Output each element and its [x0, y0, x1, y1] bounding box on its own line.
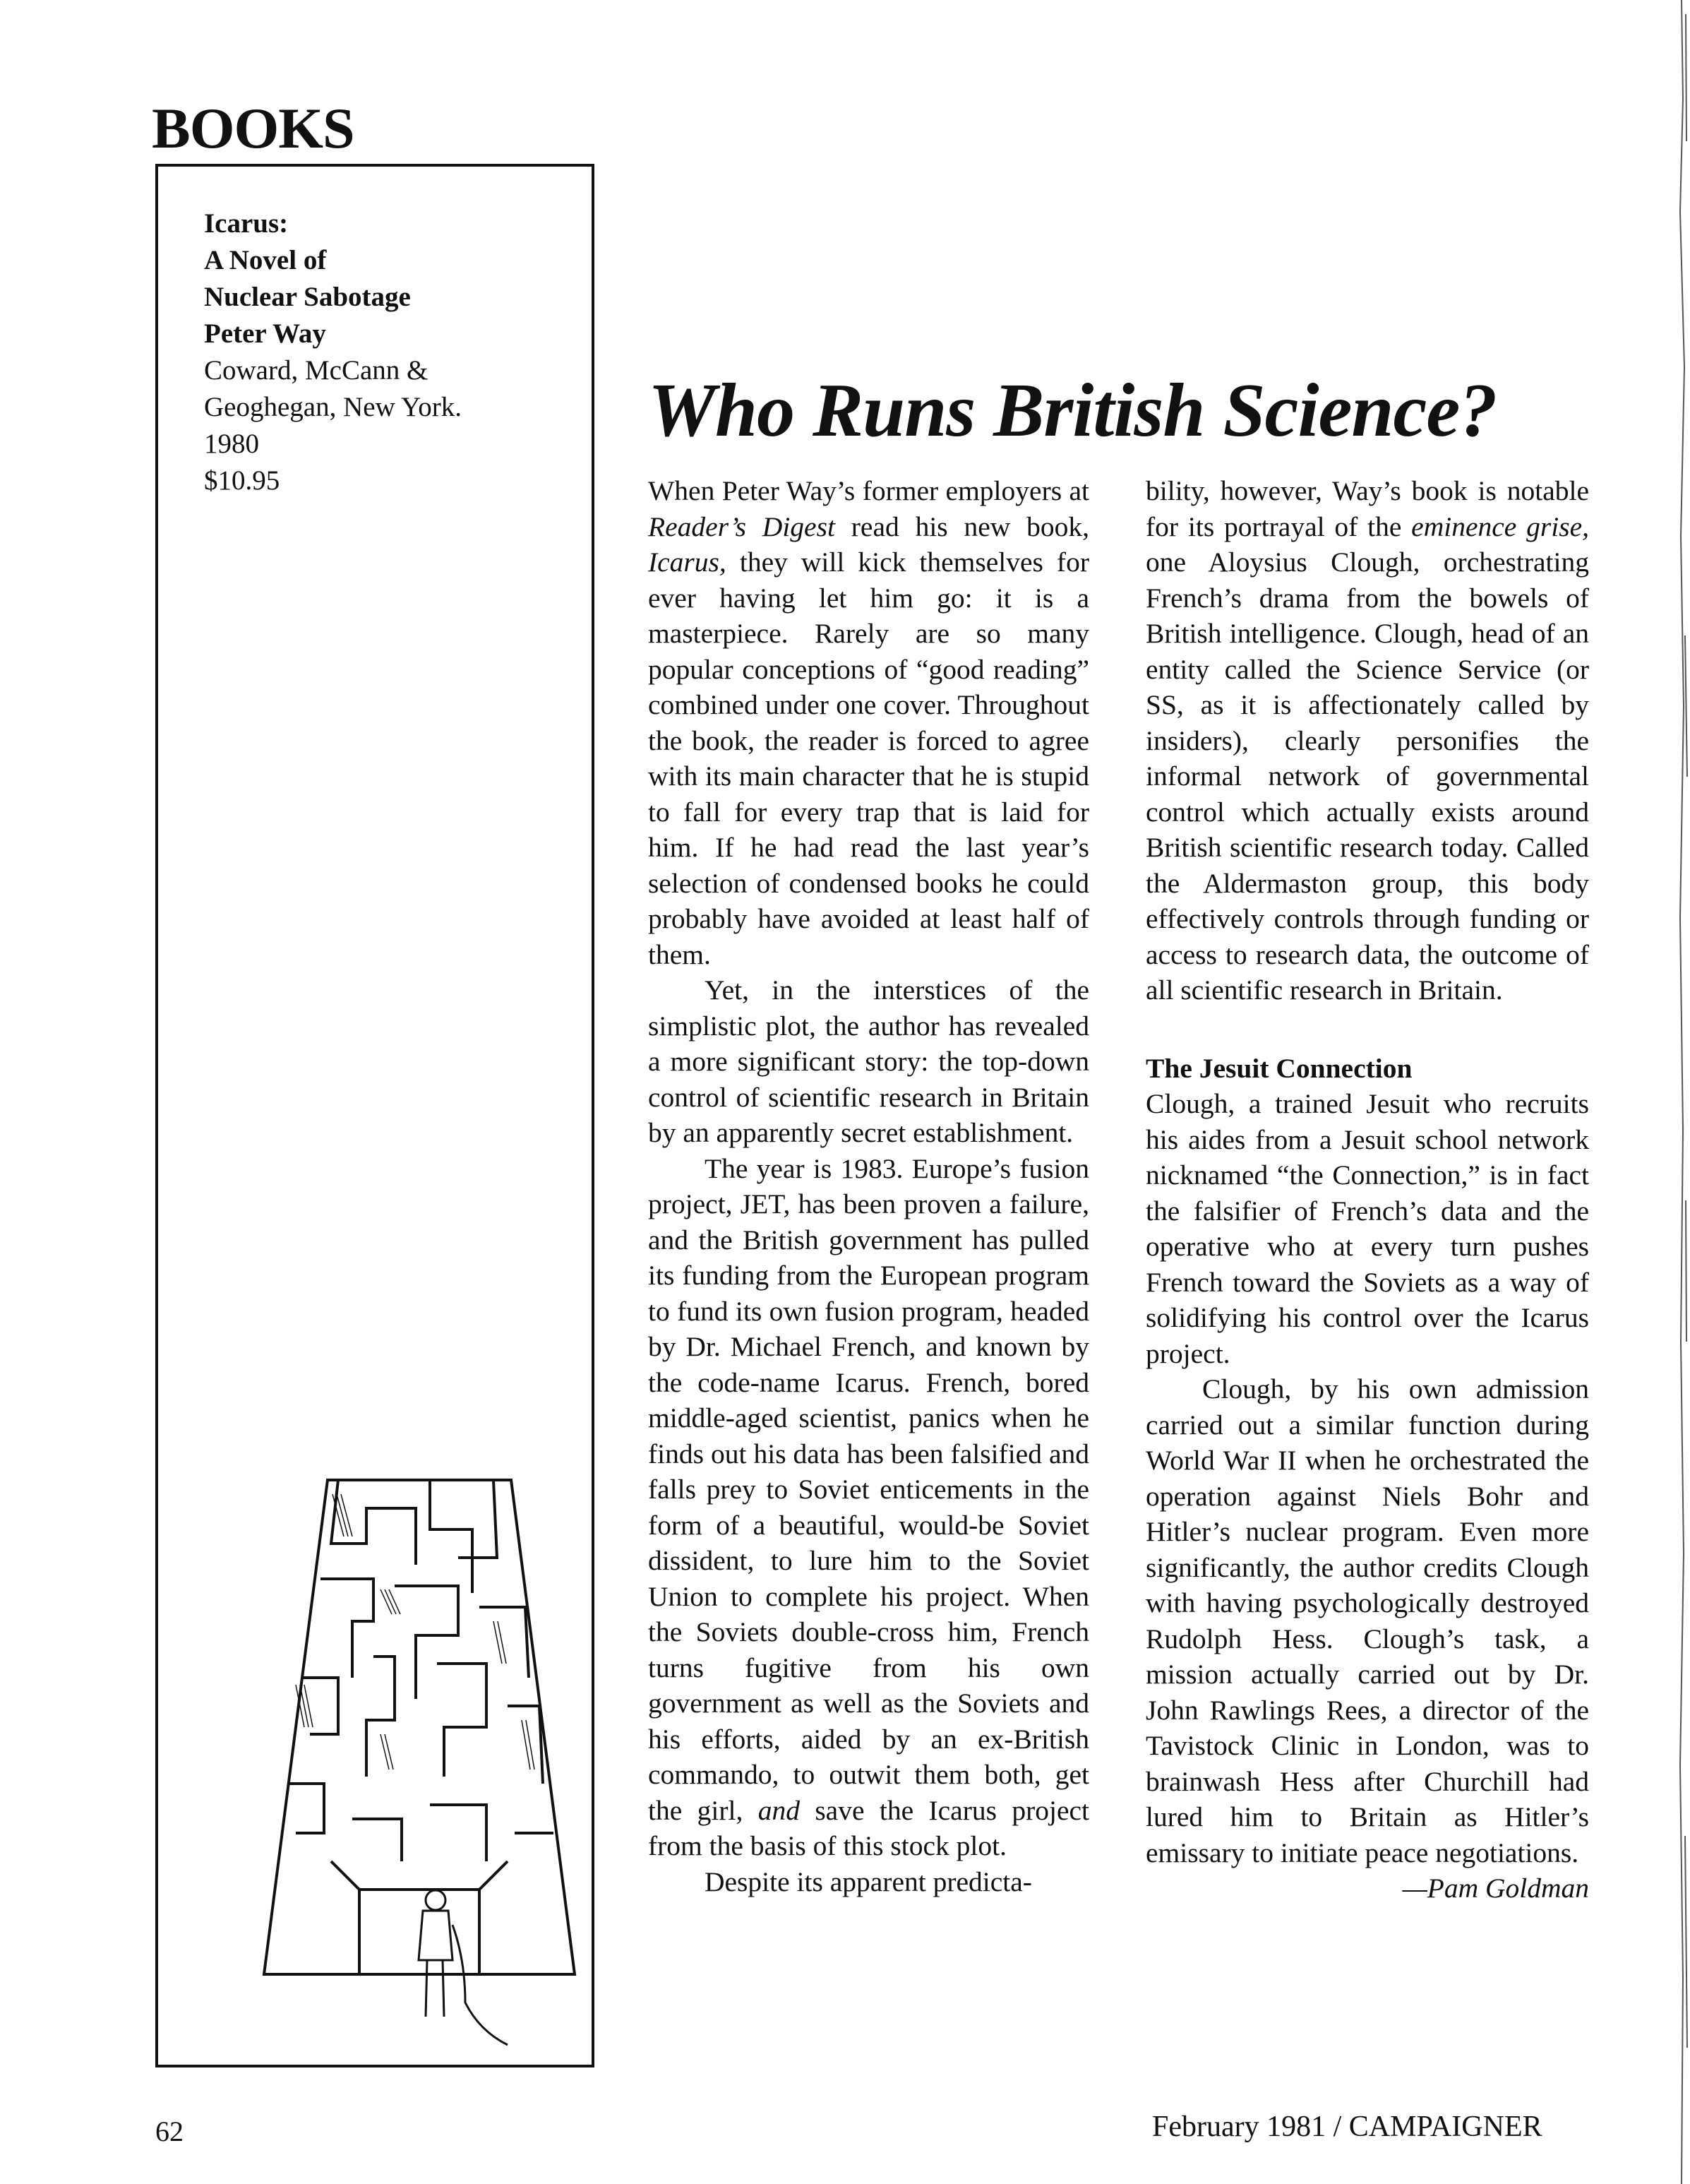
- book-publisher-line1: Coward, McCann &: [204, 355, 429, 386]
- paragraph: bility, however, Way’s book is notable for its portrayal of the eminence grise, one Aloysius Clough, orchestrating French’s drama from the bowels of British intelligence. Clough, head of an entity called the Science Service (or SS, as it is affectionately called by insiders), clearly personifies the informal network of governmental control which actually exists around British scientific research today. Called the Aldermaston group, this body effectively controls through funding or access to research data, the outcome of all scientific research in Britain.: [1146, 475, 1589, 1006]
- paragraph: When Peter Way’s former employers at Reader’s Digest read his new book, Icarus, they will kick themselves for ever having let him go: it is a masterpiece. Rarely are so many popular conceptions of “good reading” combined under one cover. Throughout the book, the reader is forced to agree with its main character that he is stupid to fall for every trap that is laid for him. If he had read the last year’s selection of condensed books he could probably have avoided at least half of them.: [648, 475, 1090, 970]
- book-info-sidebar: [155, 164, 594, 2067]
- page-number: 62: [155, 2116, 184, 2147]
- paragraph: Clough, by his own admission carried out a similar function during World War II when he orchestrated the operation against Niels Bohr and Hitler’s nuclear program. Even more significantly, the author credits Clough with having psychologically destroyed Rudolph Hess. Clough’s task, a mission actually carried out by Dr. John Rawlings Rees, a director of the Tavistock Clinic in London, was to brainwash Hess after Churchill had lured him to Britain as Hitler’s emissary to initiate peace negotiations.: [1146, 1373, 1589, 1868]
- book-details: [204, 205, 462, 499]
- paragraph: Clough, a trained Jesuit who recruits his aides from a Jesuit school network nicknamed “the Connection,” is in fact the falsifier of French’s data and the operative who at every turn pushes French toward the Soviets as a way of solidifying his control over the Icarus project.: [1146, 1088, 1589, 1369]
- book-title-line3: Nuclear Sabotage: [204, 282, 411, 312]
- scanned-page-edge: [1672, 0, 1690, 2184]
- book-author: Peter Way: [204, 318, 326, 349]
- magazine-title: Reader’s Digest: [648, 511, 835, 542]
- article-column-1: [648, 473, 1089, 1899]
- subheading: The Jesuit Connection: [1146, 1052, 1413, 1084]
- book-title-line2: A Novel of: [204, 245, 327, 275]
- book-price: $10.95: [204, 465, 280, 496]
- book-title-ref: Icarus,: [648, 547, 726, 578]
- paragraph: Despite its apparent predicta-: [705, 1866, 1032, 1897]
- paragraph: The year is 1983. Europe’s fusion project, JET, has been proven a failure, and the British government has pulled its funding from the European program to fund its own fusion program, headed by Dr. Michael French, and known by the code-name Icarus. French, bored middle-aged scientist, panics when he finds out his data has been falsified and falls prey to Soviet enticements in the form of a beautiful, would-be Soviet dissident, to lure him to the Soviet Union to complete his project. When the Soviets double-cross him, French turns fugitive from his own government as well as the Soviets and his efforts, aided by an ex-British commando, to outwit them both, get the girl, and save the Icarus project from the basis of this stock plot.: [648, 1152, 1089, 1861]
- paragraph: Yet, in the interstices of the simplistic plot, the author has revealed a more significant story: the top-down control of scientific research in Britain by an apparently secret establishment.: [648, 974, 1089, 1148]
- book-publisher-line2: Geoghegan, New York.: [204, 392, 462, 422]
- issue-footer: February 1981 / CAMPAIGNER: [1152, 2111, 1542, 2143]
- maze-illustration: [253, 1466, 585, 2059]
- section-heading: BOOKS: [152, 96, 354, 160]
- byline: —Pam Goldman: [1402, 1873, 1589, 1904]
- article-column-2: [1146, 473, 1589, 1906]
- book-year: 1980: [204, 429, 259, 459]
- article-headline: Who Runs British Science?: [648, 369, 1497, 453]
- book-title-line1: Icarus:: [204, 208, 289, 239]
